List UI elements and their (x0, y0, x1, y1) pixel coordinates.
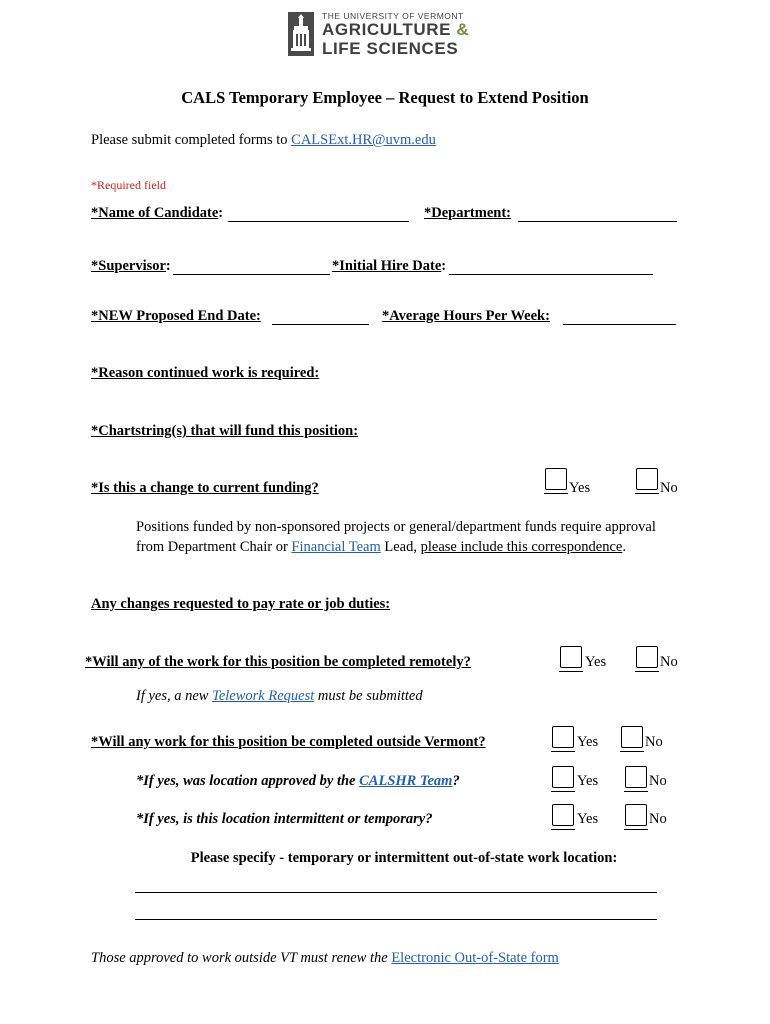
proposed-end-date-label: *NEW Proposed End Date: (91, 308, 261, 324)
average-hours-label: *Average Hours Per Week: (382, 308, 550, 324)
approved-no-label: No (649, 773, 667, 789)
supervisor-field[interactable] (173, 274, 330, 275)
outside-vt-yes-checkbox[interactable] (552, 726, 574, 748)
intermittent-no-label: No (649, 811, 667, 827)
approved-yes-checkbox[interactable] (552, 766, 574, 788)
location-approved-question: *If yes, was location approved by the CALSHR Team? (136, 773, 460, 789)
outside-vt-yes-label: Yes (577, 734, 599, 750)
outside-vt-no-label: No (645, 734, 663, 750)
out-of-state-renewal-note: Those approved to work outside VT must renew the Electronic Out-of-State form (91, 950, 559, 966)
approved-no-checkbox[interactable] (625, 766, 647, 788)
uvm-cals-logo (280, 8, 480, 60)
hr-email-link[interactable]: CALSExt.HR@uvm.edu (291, 132, 436, 148)
calshr-team-link[interactable]: CALSHR Team (359, 773, 453, 789)
funding-change-label: *Is this a change to current funding? (91, 480, 319, 496)
funding-change-yes-checkbox[interactable] (545, 468, 567, 490)
outside-vt-no-checkbox[interactable] (621, 726, 643, 748)
initial-hire-date-field[interactable] (449, 274, 653, 275)
remote-work-question: *Will any of the work for this position be completed remotely? (85, 654, 471, 670)
specify-location-label: Please specify - temporary or intermittent out-of-state work location: (190, 850, 618, 866)
funding-note-line2: from Department Chair or Financial Team Lead, please include this correspondence. (136, 539, 626, 555)
proposed-end-date-field[interactable] (272, 324, 369, 325)
remote-yes-checkbox[interactable] (560, 646, 582, 668)
required-field-note: *Required field (91, 178, 166, 192)
intermittent-yes-label: Yes (577, 811, 599, 827)
department-label: *Department: (424, 205, 511, 221)
intermittent-question: *If yes, is this location intermittent or temporary? (136, 811, 433, 827)
remote-yes-label: Yes (585, 654, 607, 670)
telework-request-link[interactable]: Telework Request (212, 688, 315, 704)
chartstring-label: *Chartstring(s) that will fund this position: (91, 423, 359, 439)
funding-change-yes-label: Yes (569, 480, 591, 496)
logo-university: THE UNIVERSITY OF VERMONT (322, 11, 464, 21)
funding-change-no-checkbox[interactable] (636, 468, 658, 490)
initial-hire-date-label: *Initial Hire Date: (332, 258, 447, 274)
pay-changes-label: Any changes requested to pay rate or job duties: (91, 596, 391, 612)
financial-team-link[interactable]: Financial Team (291, 539, 381, 555)
candidate-name-field[interactable] (228, 221, 409, 222)
telework-note: If yes, a new Telework Request must be submitted (136, 688, 423, 704)
logo-life-sciences: LIFE SCIENCES (322, 39, 459, 58)
building-seal-icon (288, 12, 314, 56)
funding-change-no-label: No (660, 480, 678, 496)
logo-agriculture: AGRICULTURE & (322, 20, 470, 39)
candidate-name-label: *Name of Candidate: (91, 205, 224, 221)
funding-note-line1: Positions funded by non-sponsored projects or general/department funds require approval (136, 519, 656, 535)
intermittent-yes-checkbox[interactable] (552, 804, 574, 826)
outside-vermont-question: *Will any work for this position be completed outside Vermont? (91, 734, 486, 750)
location-line-1[interactable] (135, 892, 657, 893)
approved-yes-label: Yes (577, 773, 599, 789)
page-title: CALS Temporary Employee – Request to Extend Position (181, 88, 589, 107)
remote-no-label: No (660, 654, 678, 670)
department-field[interactable] (518, 221, 677, 222)
supervisor-label: *Supervisor: (91, 258, 171, 274)
location-line-2[interactable] (135, 919, 657, 920)
intermittent-no-checkbox[interactable] (625, 804, 647, 826)
reason-label: *Reason continued work is required: (91, 365, 320, 381)
average-hours-field[interactable] (563, 324, 676, 325)
remote-no-checkbox[interactable] (636, 646, 658, 668)
out-of-state-form-link[interactable]: Electronic Out-of-State form (391, 950, 559, 966)
submit-instructions: Please submit completed forms to CALSExt.HR@uvm.edu (91, 132, 436, 148)
